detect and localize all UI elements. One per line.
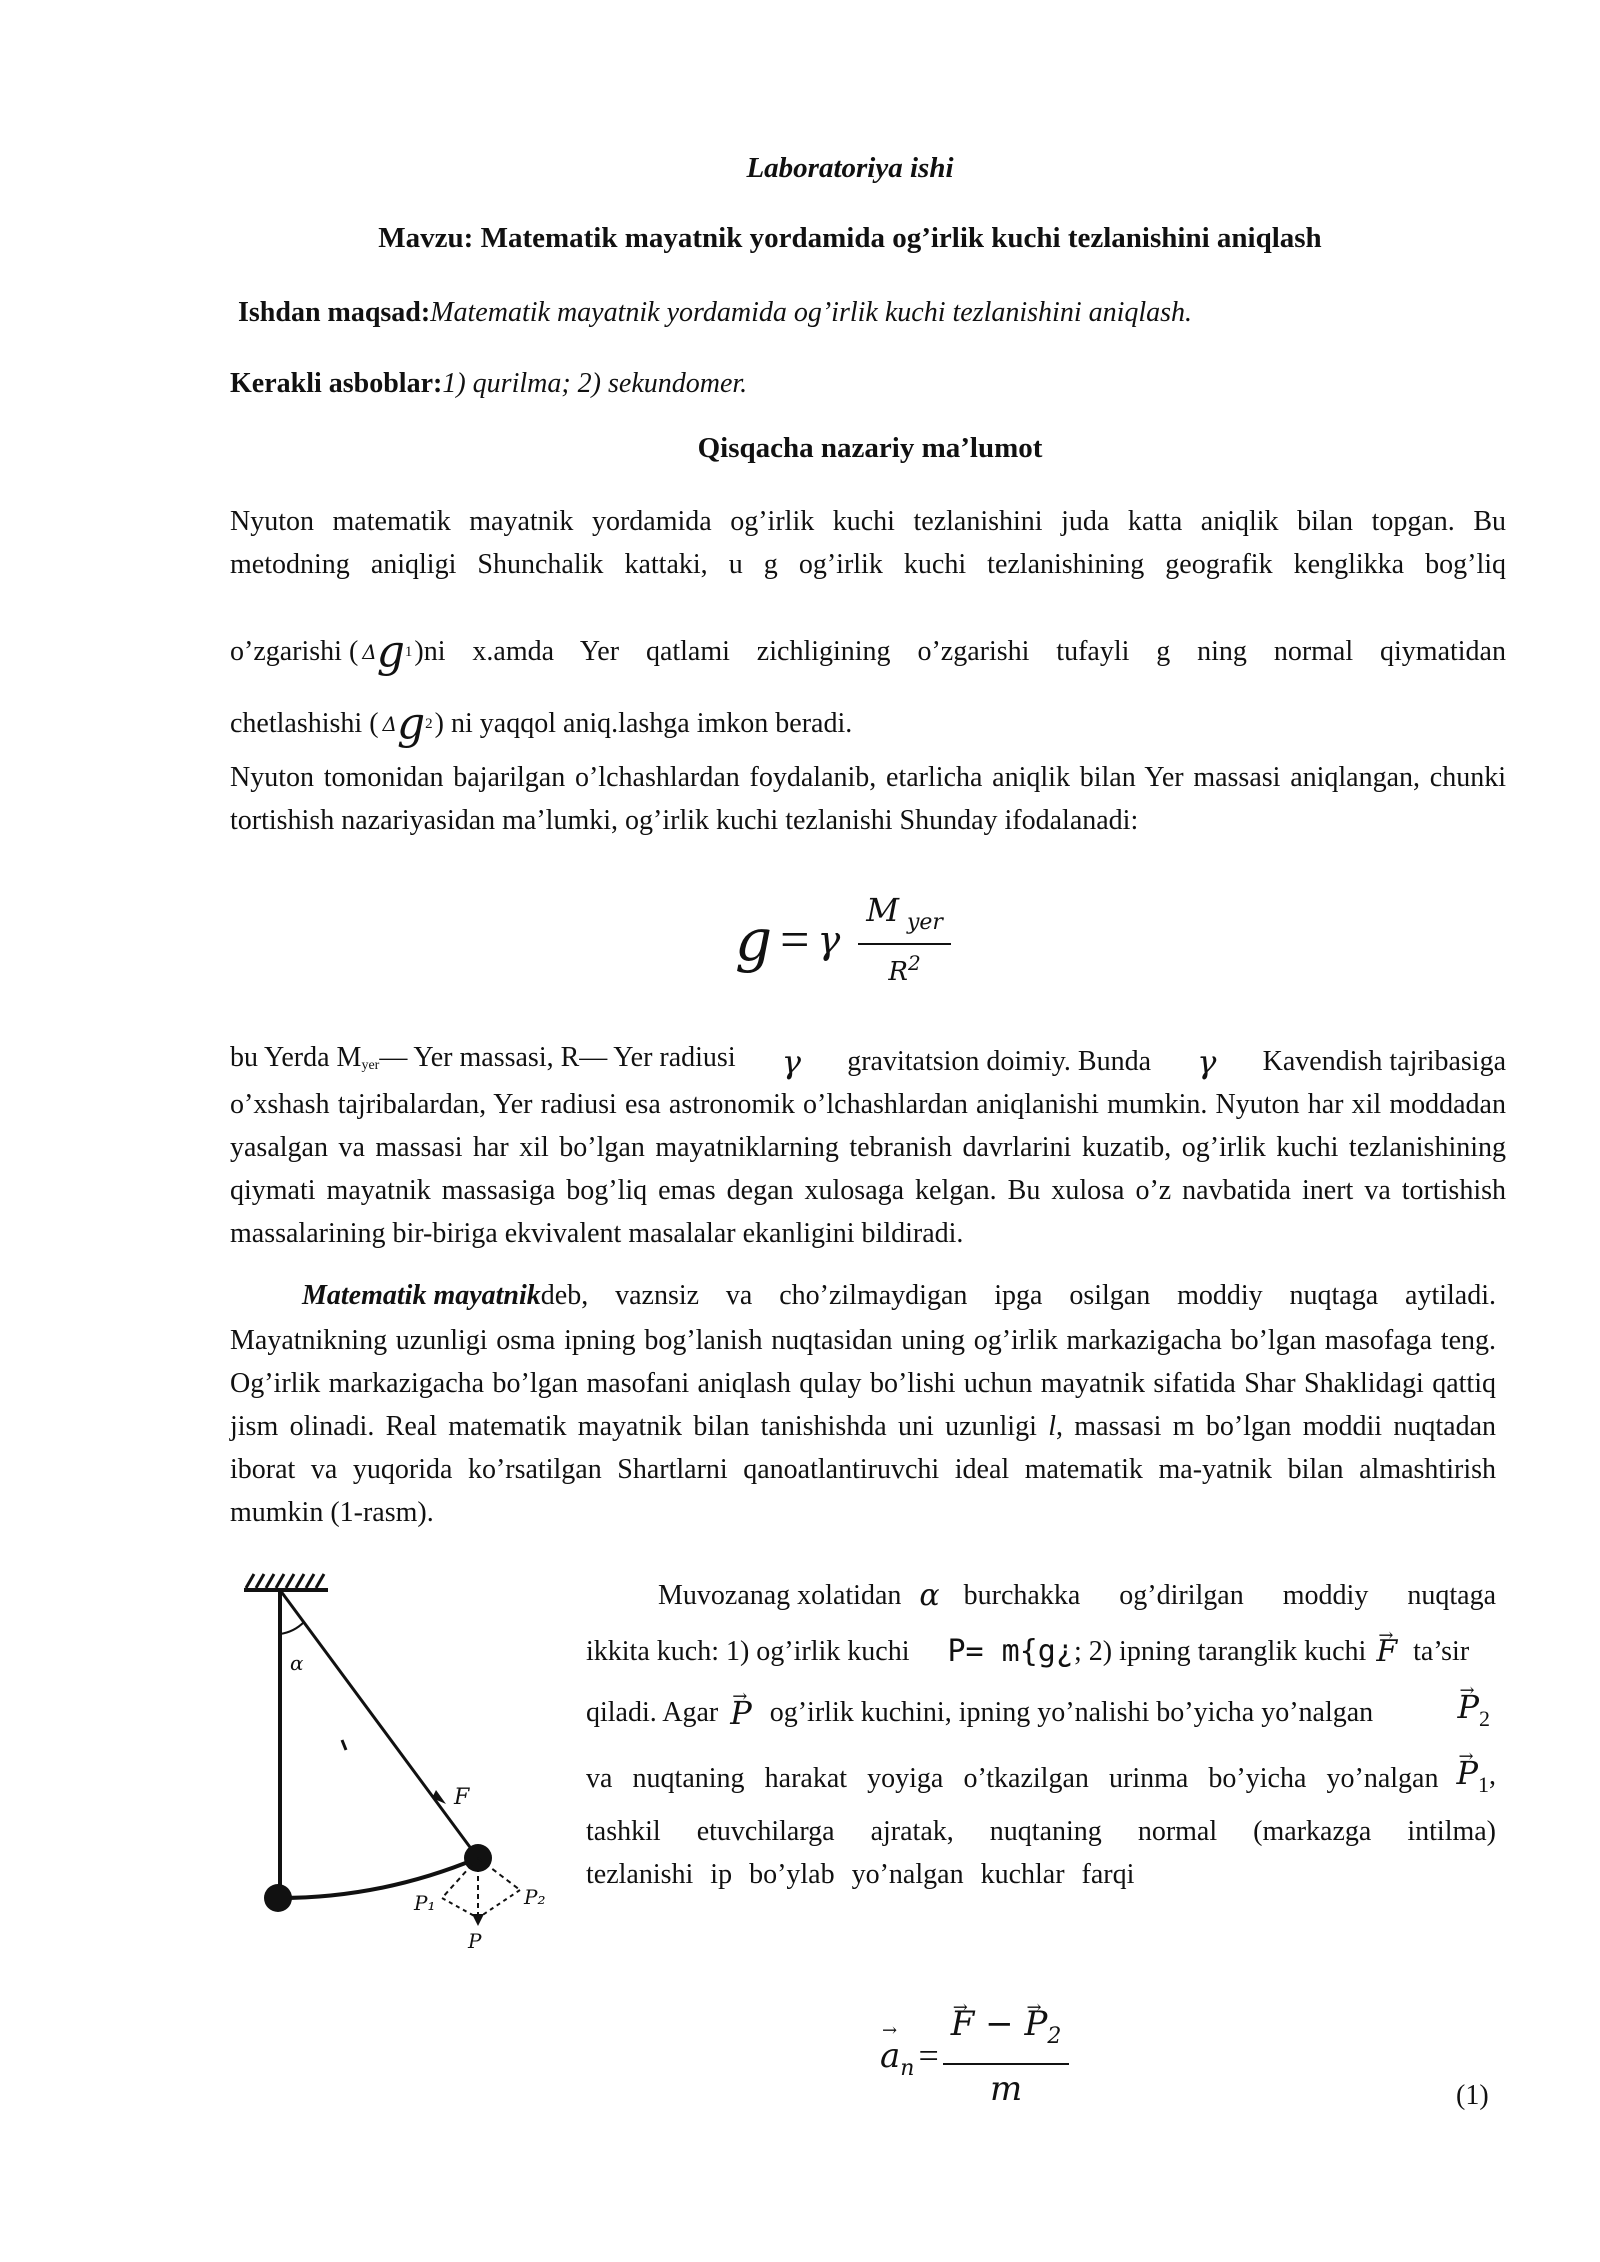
parallelogram-edge-2 [478, 1890, 520, 1918]
side-line-1: Muvozanag xolatidan α burchakka og’dirilgan moddiy nuqtaga [586, 1568, 1496, 1624]
paragraph-1 [230, 502, 1506, 760]
g-symbol: g [376, 626, 405, 677]
paragraph-2: Nyuton tomonidan bajarilgan o’lchashlardan foydalanib, etarlicha aniqlik bilan Yer massasi aniqlangan, chunki tortishish nazariyasidan ma’lumki, og’irlik kuchi tezlanishi Shunday ifodalanadi: [230, 762, 1506, 836]
formula-normal-acceleration: → an = → $\frac{F - \to P_2}{m}$ [880, 1998, 1069, 2113]
formula-gravity: g = γ $\frac{M _{yer}}{R^2}$ [735, 890, 951, 990]
p3-rest: o’xshash tajribalardan, Yer radiusi esa astronomik o’lchashlardan aniqlanishi mumkin. Nyuton har xil moddadan yasalgan va massasi har xil bo’lgan mayatniklarning tebranish davrlarini kuzatib, og’irlik kuchi tezlanishining qiymati mayatnik massasiga bog’liq emas degan xulosaga kelgan. Bu xulosa o’z navbatida inert va tortishish massalarining bir-biriga ekvivalent masalalar ekanligini bildiradi. [230, 1089, 1506, 1249]
document-topic: Mavzu: Matematik mayatnik yordamida og’irlik kuchi tezlanishini aniqlash [378, 222, 1322, 254]
p-arrowhead [472, 1914, 484, 1926]
side-line-2: ikkita kuch: 1) og’irlik kuchi P= m{g¿ ; 2) ipning taranglik kuchi → F ta’sir [586, 1624, 1496, 1680]
vector-p: → P [730, 1693, 752, 1733]
p1-label: P₁ [414, 1891, 436, 1915]
formula-gamma: γ [817, 918, 841, 962]
section-title: Qisqacha nazariy ma’lumot [697, 432, 1043, 464]
p2-label: P₂ [524, 1885, 546, 1909]
formula-2-fraction: → $\frac{F - \to P_2}{m}$ [943, 1998, 1070, 2113]
angle-arc [280, 1622, 304, 1634]
alpha-label: α [290, 1651, 304, 1675]
gravity-force-formula: P= m{g¿ [947, 1634, 1074, 1669]
goal-text: Matematik mayatnik yordamida og’irlik kuchi tezlanishini aniqlash. [430, 297, 1193, 328]
p1-line-3: o’zgarishi ( Δ g 1 )ni x.amda Yer qatlami zichligining o’zgarishi tufayli g ning normal qiymatidan [230, 626, 1506, 677]
alpha-symbol: α [919, 1578, 940, 1613]
vector-f: → F [1376, 1632, 1397, 1672]
formula-g: g [735, 906, 773, 974]
goal-label: Ishdan maqsad: [238, 297, 431, 328]
gamma-symbol: γ [781, 1042, 801, 1081]
p1-line-4: chetlashishi ( Δ g 2 ) ni yaqqol aniq.lashga imkon beradi. [230, 698, 853, 749]
slanted-string [280, 1590, 478, 1858]
delta-symbol: Δ [362, 640, 377, 664]
tools-line [230, 364, 747, 404]
side-line-3: qiladi. Agar → P og’irlik kuchini, ipning yo’nalishi bo’yicha yo’nalgan → $P_2$ [586, 1680, 1496, 1746]
p3-line-1: bu Yerda $M_{yer}—$ Yer massasi, R— Yer radiusi γ gravitatsion doimiy. Bunda γ Kavendish tajribasiga [230, 1041, 1506, 1081]
f-arrowhead [432, 1790, 446, 1804]
formula-a: → a [880, 2036, 900, 2076]
p4-rest: Mayatnikning uzunligi osma ipning bog’lanish nuqtasidan uning og’irlik markazigacha bo’lgan masofaga teng. Og’irlik markazigacha bo’lgan masofani aniqlash qulay bo’lishi uchun mayatnik sifatida Shar Shaklidagi qattiq jism olinadi. Real matematik mayatnik bilan tanishishda uni uzunligi l, massasi m bo’lgan moddii nuqtadan iborat va yuqorida ko’rsatilgan Shartlarni qanoatlantiruvchi ideal matematik ma-yatnik bilan almashtirish mumkin (1-rasm). [230, 1325, 1497, 1528]
side-line-4: va nuqtaning harakat yoyiga o’tkazilgan urinma bo’yicha yo’nalgan → $P_1$, [586, 1746, 1496, 1812]
p1-line-2: metodning aniqligi Shunchalik kattaki, u g og’irlik kuchi tezlanishining geografik kenglikka bog’liq [230, 549, 1506, 580]
p1-line-1: Nyuton matematik mayatnik yordamida og’irlik kuchi tezlanishini juda katta aniqlik bilan topgan. Bu [230, 506, 1506, 537]
delta-symbol-2: Δ [382, 712, 397, 736]
side-text [586, 1568, 1496, 1898]
paragraph-4 [230, 1276, 1496, 1534]
side-line-6: tezlanishi ip bo’ylab yo’nalgan kuchlar farqi [586, 1859, 1135, 1890]
string-mark [342, 1740, 346, 1750]
var-l: l [1048, 1411, 1056, 1442]
pendulum-figure [232, 1568, 572, 1958]
p4-line-1: Matematik mayatnik deb, vaznsiz va cho’zilmaydigan ipga osilgan moddiy nuqtaga aytiladi. [302, 1280, 1496, 1311]
gamma-symbol-2: γ [1197, 1042, 1217, 1081]
tools-label: Kerakli asboblar: [230, 368, 443, 399]
p-label: P [468, 1929, 482, 1953]
document-title: Laboratoriya ishi [746, 152, 954, 184]
ball-rest [264, 1884, 292, 1912]
tools-text: 1) qurilma; 2) sekundomer. [442, 368, 748, 399]
formula-fraction: $\frac{M _{yer}}{R^2}$ [858, 890, 951, 990]
paragraph-3 [230, 1040, 1506, 1255]
g-symbol-2: g [396, 698, 426, 749]
goal-line [238, 293, 1192, 333]
vector-p1: → P [1456, 1753, 1478, 1793]
ceiling-hatch [244, 1574, 328, 1590]
equation-number: (1) [1456, 2080, 1489, 2111]
vector-p2: → P [1457, 1687, 1479, 1727]
f-label: F [454, 1785, 470, 1810]
side-line-5: tashkil etuvchilarga ajratak, nuqtaning normal (markazga intilma) [586, 1816, 1496, 1847]
term-mathematical-pendulum: Matematik mayatnik [302, 1280, 541, 1311]
